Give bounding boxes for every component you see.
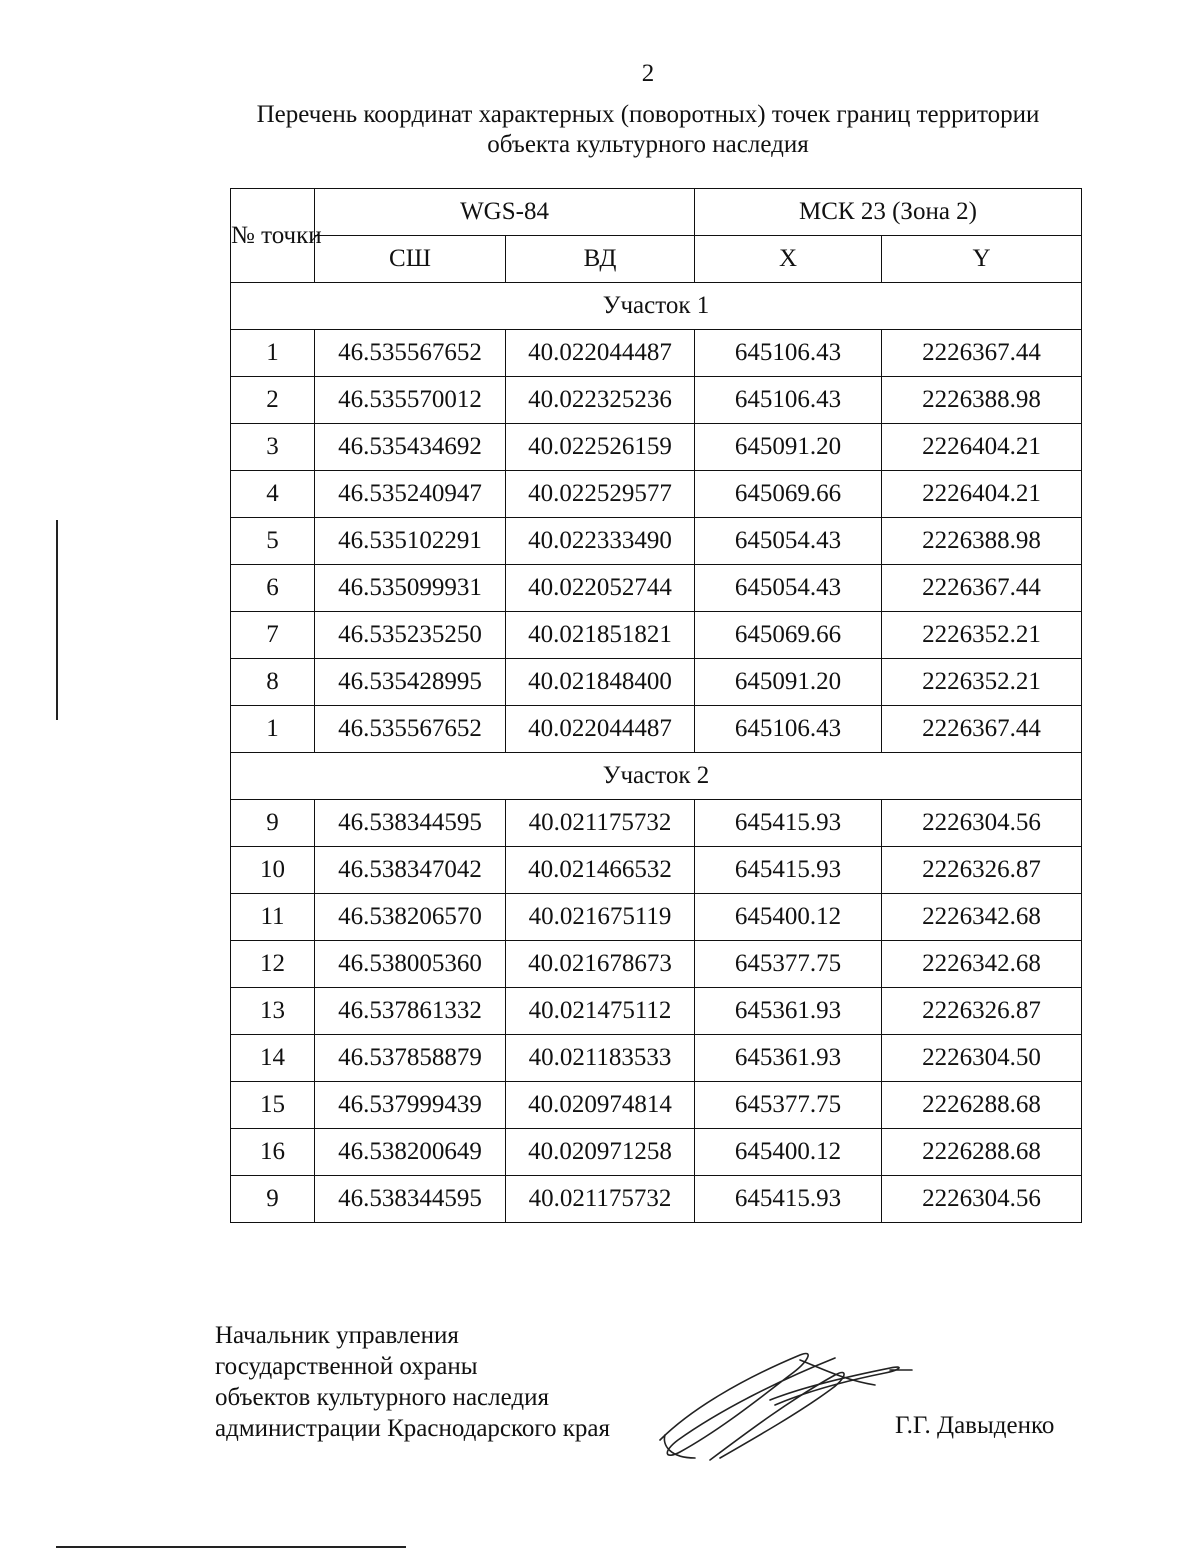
cell-point: 9 [231,800,315,847]
cell-latitude: 46.538005360 [315,941,506,988]
cell-x: 645106.43 [695,377,882,424]
cell-y: 2226342.68 [882,941,1082,988]
cell-longitude: 40.021475112 [506,988,695,1035]
cell-point: 5 [231,518,315,565]
cell-latitude: 46.535567652 [315,330,506,377]
header-longitude: ВД [506,236,695,283]
document-title [0,100,1200,160]
cell-latitude: 46.537999439 [315,1082,506,1129]
cell-x: 645415.93 [695,1176,882,1223]
cell-y: 2226404.21 [882,471,1082,518]
cell-latitude: 46.535099931 [315,565,506,612]
cell-y: 2226326.87 [882,988,1082,1035]
cell-latitude: 46.538344595 [315,800,506,847]
table-body [231,283,1082,1223]
cell-longitude: 40.022526159 [506,424,695,471]
table-row [231,565,1082,612]
section-row [231,753,1082,800]
cell-point: 14 [231,1035,315,1082]
margin-mark [56,520,58,720]
cell-y: 2226367.44 [882,706,1082,753]
cell-point: 8 [231,659,315,706]
cell-x: 645400.12 [695,894,882,941]
table-row [231,377,1082,424]
document-title-line-1: Перечень координат характерных (поворотных) точек границ территории [256,101,1040,128]
cell-y: 2226304.56 [882,1176,1082,1223]
cell-y: 2226367.44 [882,330,1082,377]
table-row [231,518,1082,565]
table-row [231,424,1082,471]
cell-x: 645400.12 [695,1129,882,1176]
signatory-name: Г.Г. Давыденко [895,1412,1055,1439]
cell-point: 9 [231,1176,315,1223]
table-row [231,612,1082,659]
cell-longitude: 40.020971258 [506,1129,695,1176]
footer-rule [56,1546,406,1548]
cell-longitude: 40.020974814 [506,1082,695,1129]
cell-point: 13 [231,988,315,1035]
header-y: Y [882,236,1082,283]
cell-x: 645415.93 [695,800,882,847]
handwritten-signature [650,1340,920,1470]
cell-latitude: 46.535240947 [315,471,506,518]
cell-longitude: 40.022333490 [506,518,695,565]
cell-latitude: 46.538344595 [315,1176,506,1223]
cell-longitude: 40.021675119 [506,894,695,941]
document-title-line-2: объекта культурного наследия [487,131,809,158]
cell-longitude: 40.021183533 [506,1035,695,1082]
cell-longitude: 40.021175732 [506,1176,695,1223]
cell-x: 645361.93 [695,988,882,1035]
section-title: Участок 2 [231,753,1082,800]
table-row [231,1129,1082,1176]
cell-latitude: 46.535434692 [315,424,506,471]
cell-latitude: 46.535235250 [315,612,506,659]
cell-y: 2226404.21 [882,424,1082,471]
cell-x: 645106.43 [695,330,882,377]
cell-point: 11 [231,894,315,941]
table-row [231,330,1082,377]
cell-latitude: 46.535567652 [315,706,506,753]
cell-x: 645054.43 [695,518,882,565]
signatory-position-line: Начальник управления [215,1322,459,1349]
cell-y: 2226352.21 [882,659,1082,706]
cell-point: 3 [231,424,315,471]
cell-longitude: 40.022044487 [506,706,695,753]
cell-longitude: 40.022325236 [506,377,695,424]
cell-longitude: 40.021851821 [506,612,695,659]
cell-y: 2226367.44 [882,565,1082,612]
header-latitude: СШ [315,236,506,283]
header-wgs84: WGS-84 [315,189,695,236]
cell-longitude: 40.021175732 [506,800,695,847]
cell-x: 645377.75 [695,1082,882,1129]
cell-point: 12 [231,941,315,988]
cell-y: 2226304.50 [882,1035,1082,1082]
table-row [231,800,1082,847]
cell-x: 645106.43 [695,706,882,753]
cell-longitude: 40.021466532 [506,847,695,894]
cell-point: 10 [231,847,315,894]
cell-longitude: 40.021848400 [506,659,695,706]
cell-longitude: 40.021678673 [506,941,695,988]
cell-latitude: 46.537858879 [315,1035,506,1082]
signatory-position-line: объектов культурного наследия [215,1384,549,1411]
table-row [231,941,1082,988]
signatory-position-line: государственной охраны [215,1353,478,1380]
cell-point: 2 [231,377,315,424]
table-row [231,659,1082,706]
cell-y: 2226388.98 [882,518,1082,565]
cell-y: 2226288.68 [882,1082,1082,1129]
page-number: 2 [641,60,655,87]
cell-longitude: 40.022052744 [506,565,695,612]
cell-latitude: 46.535428995 [315,659,506,706]
cell-y: 2226304.56 [882,800,1082,847]
cell-y: 2226326.87 [882,847,1082,894]
cell-x: 645091.20 [695,659,882,706]
cell-point: 7 [231,612,315,659]
signatory-position [215,1320,610,1444]
signatory-position-line: администрации Краснодарского края [215,1415,611,1442]
cell-x: 645361.93 [695,1035,882,1082]
table-row [231,988,1082,1035]
table-row [231,1176,1082,1223]
table-row [231,706,1082,753]
cell-x: 645069.66 [695,612,882,659]
header-x: X [695,236,882,283]
cell-y: 2226388.98 [882,377,1082,424]
cell-point: 15 [231,1082,315,1129]
cell-point: 1 [231,706,315,753]
cell-point: 6 [231,565,315,612]
cell-x: 645069.66 [695,471,882,518]
cell-longitude: 40.022044487 [506,330,695,377]
cell-latitude: 46.538206570 [315,894,506,941]
section-title: Участок 1 [231,283,1082,330]
section-row [231,283,1082,330]
table-row [231,471,1082,518]
cell-point: 16 [231,1129,315,1176]
cell-longitude: 40.022529577 [506,471,695,518]
cell-point: 1 [231,330,315,377]
cell-y: 2226342.68 [882,894,1082,941]
cell-x: 645415.93 [695,847,882,894]
cell-x: 645054.43 [695,565,882,612]
table-row [231,847,1082,894]
cell-x: 645091.20 [695,424,882,471]
cell-latitude: 46.538347042 [315,847,506,894]
cell-y: 2226288.68 [882,1129,1082,1176]
table-row [231,1035,1082,1082]
cell-latitude: 46.535570012 [315,377,506,424]
cell-y: 2226352.21 [882,612,1082,659]
table-row [231,894,1082,941]
cell-latitude: 46.537861332 [315,988,506,1035]
cell-point: 4 [231,471,315,518]
cell-latitude: 46.535102291 [315,518,506,565]
coordinates-table [230,188,1082,1223]
cell-x: 645377.75 [695,941,882,988]
header-point-number: № точки [231,189,315,283]
header-msk23: МСК 23 (Зона 2) [695,189,1082,236]
cell-latitude: 46.538200649 [315,1129,506,1176]
table-row [231,1082,1082,1129]
